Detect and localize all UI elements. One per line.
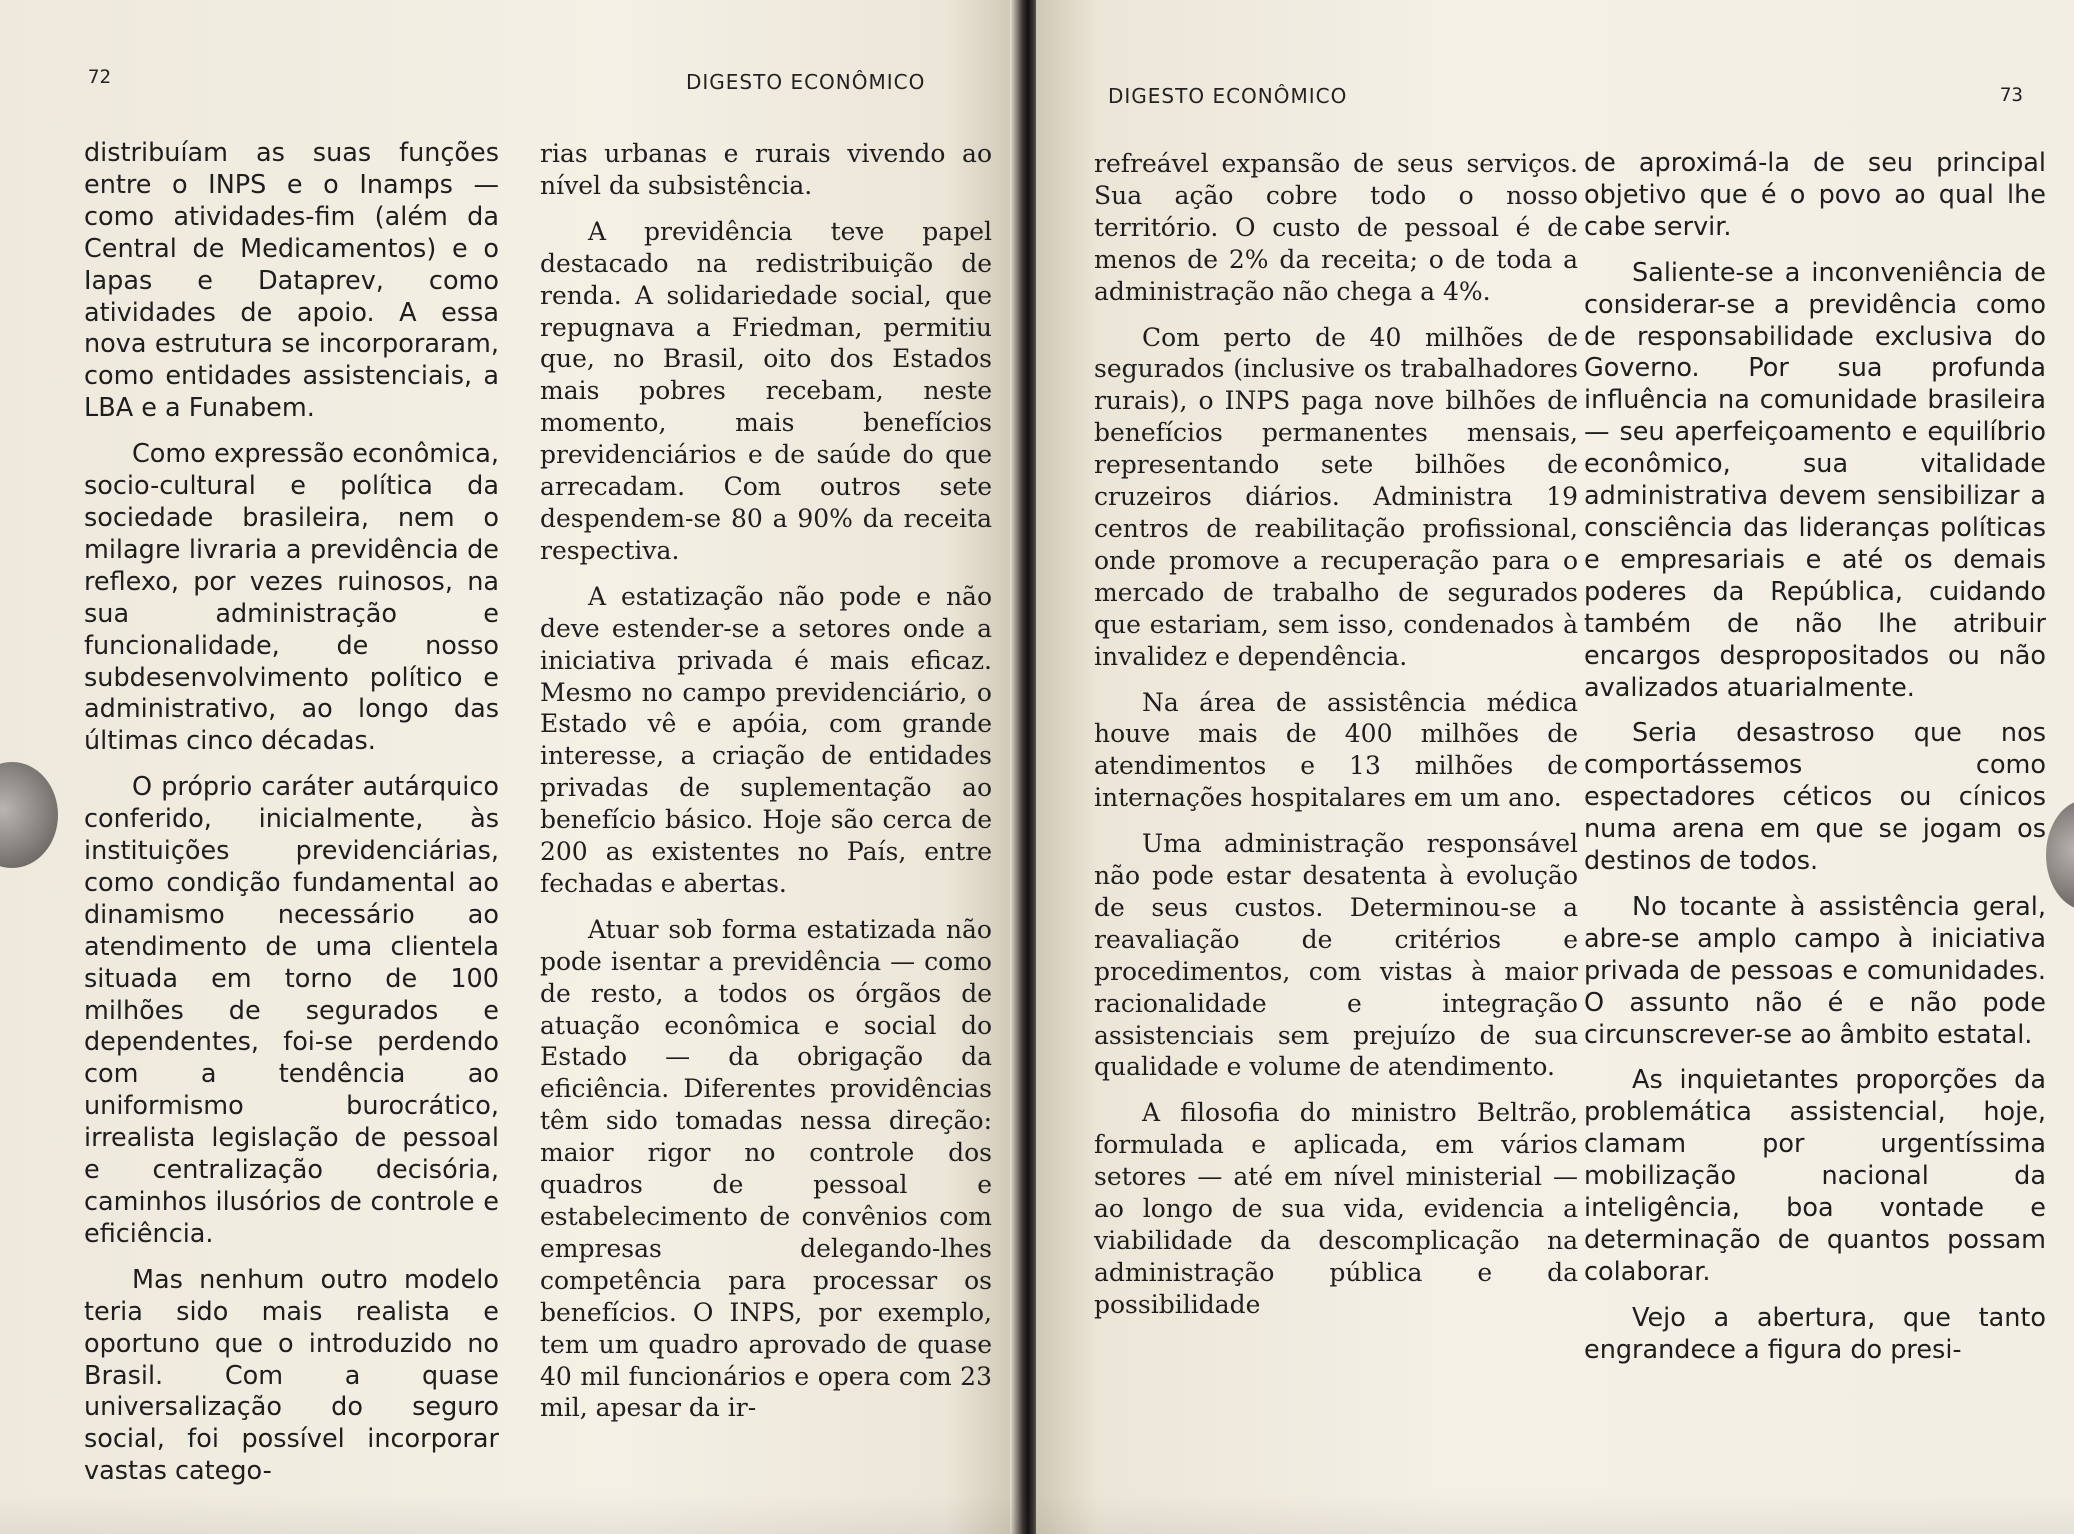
page-shading bbox=[0, 1494, 2074, 1534]
left-page bbox=[0, 0, 1030, 1534]
paragraph: Saliente-se a inconveniência de considerar-se a previdência como de responsabilidade exclusiva do Governo. Por sua profunda influência na comunidade brasileira — seu aperfeiçoamento e equilíbrio econômico, sua vitalidade administrativa devem sensibilizar a consciência das lideranças políticas e empresariais e até os demais poderes da República, cuidando também de não lhe atribuir encargos despropositados ou não avalizados atuarialmente. bbox=[1584, 257, 2046, 703]
paragraph: Mas nenhum outro modelo teria sido mais realista e oportuno que o introduzido no Brasil. Com a quase universalização do seguro social, foi possível incorporar vastas catego- bbox=[84, 1264, 499, 1487]
paragraph: refreável expansão de seus serviços. Sua ação cobre todo o nosso território. O custo de pessoal é de menos de 2% da receita; o de toda a administração não chega a 4%. bbox=[1094, 149, 1578, 306]
left-column-1 bbox=[84, 138, 499, 1502]
paragraph: Uma administração responsável não pode estar desatenta à evolução de seus custos. Determinou-se a reavaliação de critérios e procedimentos, com vistas à maior racionalidade e integração assistenciais sem prejuízo de sua qualidade e volume de atendimento. bbox=[1094, 829, 1578, 1082]
thumb-shadow-left bbox=[0, 762, 58, 868]
running-header-right: DIGESTO ECONÔMICO bbox=[1108, 84, 1348, 108]
paragraph: Com perto de 40 milhões de segurados (inclusive os trabalhadores rurais), o INPS paga nove bilhões de benefícios permanentes mensais, representando sete bilhões de cruzeiros diários. Administra 19 centros de reabilitação profissional, onde promove a recuperação para o mercado de trabalho de segurados que estariam, sem isso, condenados à invalidez e dependência. bbox=[1094, 322, 1578, 671]
paragraph: Vejo a abertura, que tanto engrandece a figura do presi- bbox=[1584, 1302, 2046, 1365]
page-number-right: 73 bbox=[2000, 84, 2023, 106]
paragraph: Como expressão econômica, socio-cultural e política da sociedade brasileira, nem o milagre livraria a previdência de reflexo, por vezes ruinosos, na sua administração e funcionalidade, de nosso subdesenvolvimento político e administrativo, ao longo das últimas cinco décadas. bbox=[84, 439, 499, 757]
paragraph: Atuar sob forma estatizada não pode isentar a previdência — como de resto, a todos os órgãos de atuação econômica e social do Estado — da obrigação da eficiência. Diferentes providências têm sido tomadas nessa direção: maior rigor no controle dos quadros de pessoal e estabelecimento de convênios com empresas delegando-lhes competência para processar os benefícios. O INPS, por exemplo, tem um quadro aprovado de quase 40 mil funcionários e opera com 23 mil, apesar da ir- bbox=[540, 914, 992, 1423]
paragraph: No tocante à assistência geral, abre-se amplo campo à iniciativa privada de pessoas e comunidades. O assunto não é e não pode circunscrever-se ao âmbito estatal. bbox=[1584, 891, 2046, 1050]
paragraph: A estatização não pode e não deve estender-se a setores onde a iniciativa privada é mais eficaz. Mesmo no campo previdenciário, o Estado vê e apóia, com grande interesse, a criação de entidades privadas de suplementação ao benefício básico. Hoje são cerca de 200 as existentes no País, entre fechadas e abertas. bbox=[540, 581, 992, 898]
paragraph: distribuíam as suas funções entre o INPS e o Inamps — como atividades-fim (além da Central de Medicamentos) e o Iapas e Dataprev, como atividades de apoio. A essa nova estrutura se incorporaram, como entidades assistenciais, a LBA e a Funabem. bbox=[84, 138, 499, 424]
right-column-2 bbox=[1584, 148, 2046, 1381]
right-column-1 bbox=[1094, 148, 1578, 1335]
running-header-left: DIGESTO ECONÔMICO bbox=[686, 70, 926, 94]
paragraph: A filosofia do ministro Beltrão, formulada e aplicada, em vários setores — até em nível ministerial — ao longo de sua vida, evidencia a viabilidade da descomplicação na administração pública e da possibilidade bbox=[1094, 1098, 1578, 1319]
left-column-2 bbox=[540, 138, 992, 1438]
paragraph: A previdência teve papel destacado na redistribuição de renda. A solidariedade social, que repugnava a Friedman, permitiu que, no Brasil, oito dos Estados mais pobres recebam, neste momento, mais benefícios previdenciários e de saúde do que arrecadam. Com outros sete despendem-se 80 a 90% da receita respectiva. bbox=[540, 216, 992, 565]
paragraph: Na área de assistência médica houve mais de 400 milhões de atendimentos e 13 milhões de internações hospitalares em um ano. bbox=[1094, 687, 1578, 813]
right-page bbox=[1036, 0, 2074, 1534]
page-number-left: 72 bbox=[88, 66, 111, 88]
paragraph: O próprio caráter autárquico conferido, inicialmente, às instituições previdenciárias, como condição fundamental ao dinamismo necessário ao atendimento de uma clientela situada em torno de 100 milhões de segurados e dependentes, foi-se perdendo com a tendência ao uniformismo burocrático, irrealista legislação de pessoal e centralização decisória, caminhos ilusórios de controle e eficiência. bbox=[84, 772, 499, 1249]
paragraph: As inquietantes proporções da problemática assistencial, hoje, clamam por urgentíssima mobilização nacional da inteligência, boa vontade e determinação de quantos possam colaborar. bbox=[1584, 1065, 2046, 1287]
thumb-shadow-right bbox=[2046, 800, 2074, 910]
paragraph: rias urbanas e rurais vivendo ao nível da subsistência. bbox=[540, 139, 992, 200]
paragraph: Seria desastroso que nos comportássemos como espectadores céticos ou cínicos numa arena em que se jogam os destinos de todos. bbox=[1584, 718, 2046, 877]
paragraph: de aproximá-la de seu principal objetivo que é o povo ao qual lhe cabe servir. bbox=[1584, 148, 2046, 242]
